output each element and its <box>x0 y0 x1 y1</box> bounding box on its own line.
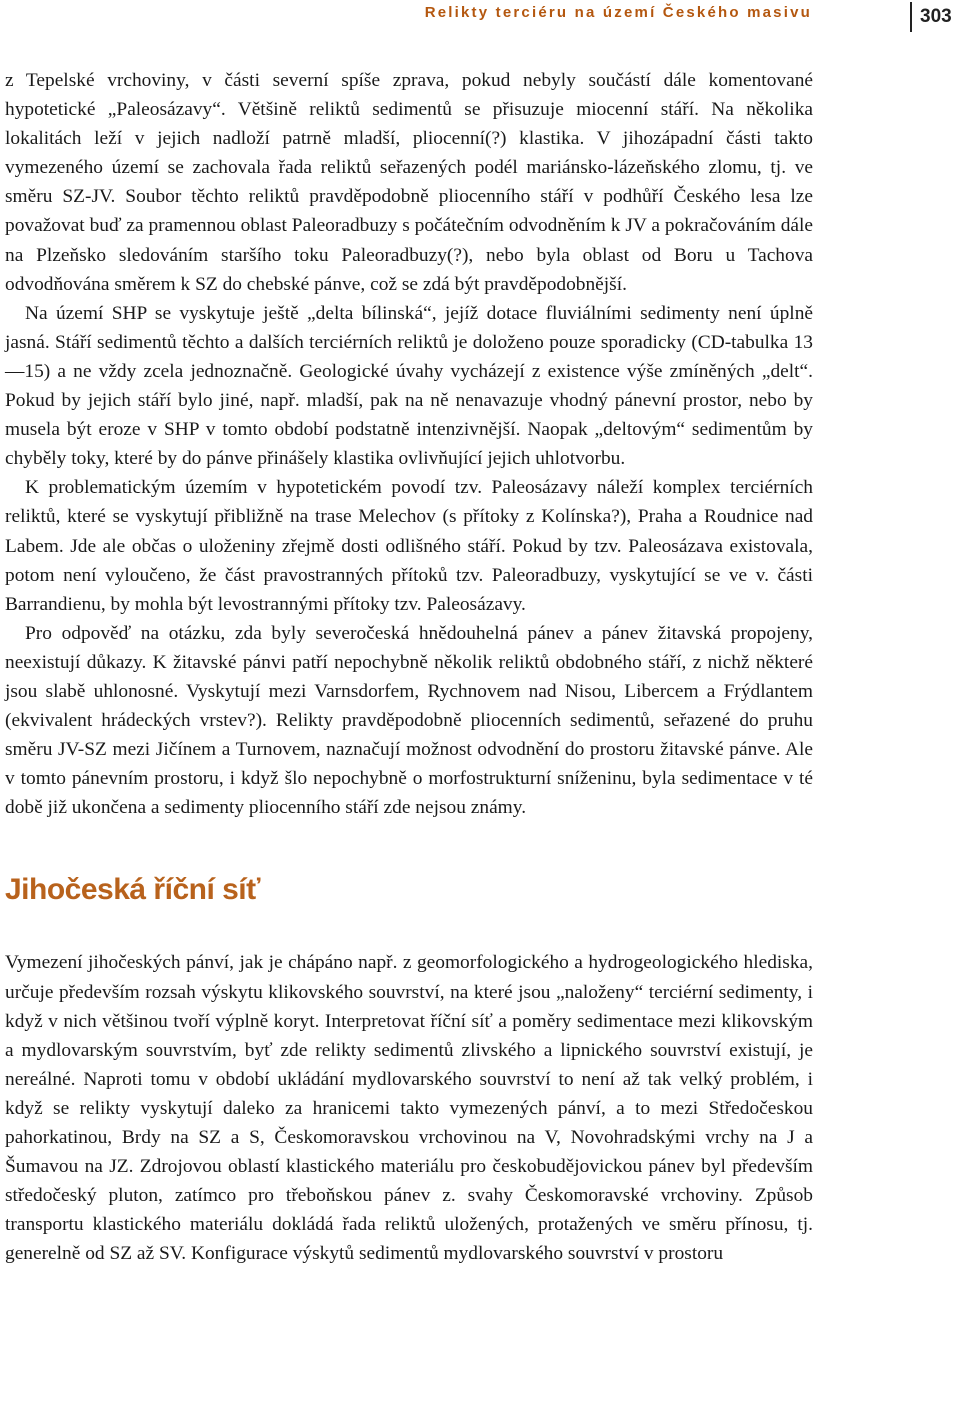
paragraph-4: Pro odpověď na otázku, zda byly severočeská hnědouhelná pánev a pánev žitavská propojeny, neexistují důkazy. K žitavské pánvi patří nepochybně několik reliktů obdobného stáří, z nichž některé jsou slabě uhlonosné. Vyskytují mezi Varnsdorfem, Rychnovem nad Nisou, Libercem a Frýdlantem (ekvivalent hrádeckých vrstev?). Relikty pravděpodobně pliocenních sedimentů, seřazené do pruhu směru JV-SZ mezi Jičínem a Turnovem, naznačují možnost odvodnění do prostoru žitavské pánve. Ale v tomto pánevním prostoru, i když šlo nepochybně o morfostrukturní sníženinu, byla sedimentace v té době již ukončena a sedimenty pliocenního stáří zde nejsou známy. <box>5 622 813 819</box>
paragraph-3: K problematickým územím v hypotetickém povodí tzv. Paleosázavy náleží komplex terciérních reliktů, které se vyskytují přibližně na trase Melechov (s přítoky z Kolínska?), Praha a Roudnice nad Labem. Jde ale občas o uloženiny zřejmě dosti odlišného stáří. Pokud by tzv. Paleosázava existovala, potom není vyloučeno, že část pravostranných přítoků tzv. Paleoradbuzy, vyskytující se ve v. části Barrandienu, by mohla být levostrannými přítoky tzv. Paleosázavy. <box>5 477 813 615</box>
text-column <box>5 66 813 1268</box>
paragraph-1: z Tepelské vrchoviny, v části severní spíše zprava, pokud nebyly součástí dále komentované hypotetické „Paleosázavy“. Většině reliktů sedimentů se přisuzuje miocenní stáří. Na několika lokalitách leží v jejich nadloží patrně mladší, pliocenní(?) klastika. V jihozápadní části takto vymezeného území se zachovala řada reliktů seřazených podél mariánsko-lázeňského zlomu, tj. ve směru SZ-JV. Soubor těchto reliktů pravděpodobně pliocenního stáří v podhůří Českého lesa lze považovat buď za pramennou oblast Paleoradbuzy s počátečním odvodněním k JV a pokračováním dále na Plzeňsko sledováním staršího toku Paleoradbuzy(?), nebo byla oblast od Boru u Tachova odvodňována směrem k SZ do chebské pánve, což se zdá být pravděpodobnější. <box>5 70 813 295</box>
paragraph-2: Na území SHP se vyskytuje ještě „delta bílinská“, jejíž dotace fluviálními sedimenty není úplně jasná. Stáří sedimentů těchto a dalších terciérních reliktů je doloženo pouze sporadicky (CD-tabulka 13—15) a ne vždy zcela jednoznačně. Geologické úvahy vycházejí z existence výše zmíněných „delt“. Pokud by jejich stáří bylo jiné, např. mladší, pak na ně nenavazuje vhodný pánevní prostor, nebo by musela být eroze v SHP v tomto období podstatně intenzivnější. Naopak „deltovým“ sedimentům by chyběly toky, které by do pánve přinášely klastika ovlivňující jejich uhlotvorbu. <box>5 302 813 470</box>
section-heading: Jihočeská říční síť <box>5 873 261 907</box>
paragraph-section: Vymezení jihočeských pánví, jak je chápáno např. z geomorfologického a hydrogeologického hlediska, určuje především rozsah výskytu klikovského souvrství, na které jsou „naloženy“ terciérní sedimenty, i když v nich většinou tvoří výplně koryt. Interpretovat říční síť a poměry sedimentace mezi klikovským a mydlovarským souvrstvím, byť zde relikty sedimentů zlivského a lipnického souvrství existují, je nereálné. Naproti tomu v období ukládání mydlovarského souvrství to není až tak velký problém, i když se relikty vyskytují daleko za hranicemi takto vymezených pánví, a to mezi Středočeskou pahorkatinou, Brdy na SZ a S, Českomoravskou vrchovinou na V, Novohradskými vrchy na J a Šumavou na JZ. Zdrojovou oblastí klastického materiálu pro českobudějovickou pánev byl především středočeský pluton, zatímco pro třeboňskou pánev z. svahy Českomoravské vrchoviny. Způsob transportu klastického materiálu dokládá řada reliktů uložených, protažených ve směru přínosu, tj. generelně od SZ až SV. Konfigurace výskytů sedimentů mydlovarského souvrství v prostoru <box>5 952 813 1265</box>
running-head: Relikty terciéru na území Českého masivu <box>424 4 812 21</box>
page-number: 303 <box>910 2 960 32</box>
